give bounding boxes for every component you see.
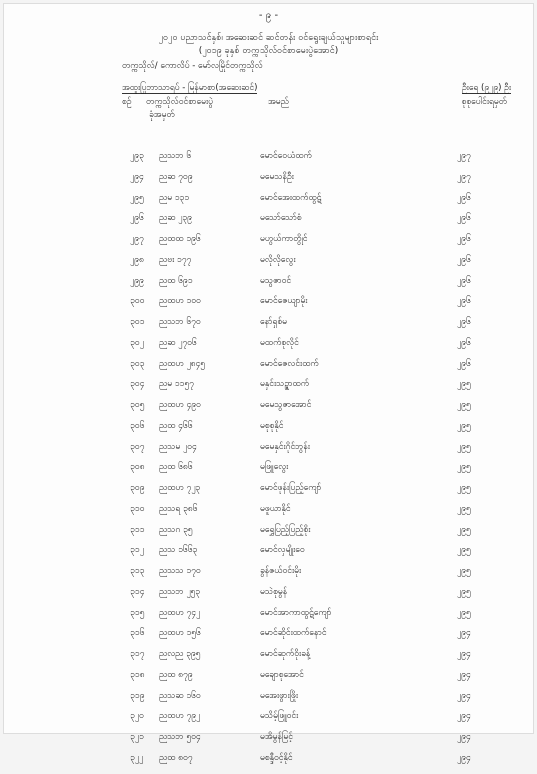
table-row	[4, 711, 533, 732]
table-row	[4, 691, 533, 712]
student-name: မချောစုအောင်	[260, 669, 304, 680]
student-name: မောင်လှမျိုးဝေ	[260, 545, 305, 556]
row-number: ၃၀၆	[130, 420, 145, 431]
total-score: ၂၉၆	[457, 296, 471, 307]
total-score: ၂၉၅	[457, 545, 471, 556]
table-row	[4, 483, 533, 504]
total-score: ၂၉၅	[457, 462, 471, 473]
header-score: စုစုပေါင်းရမှတ်	[461, 97, 507, 107]
student-name: မဖူယာနိုင်	[260, 503, 291, 514]
header-name: အမည်	[268, 97, 289, 107]
student-name: မသဲစုမွန်	[260, 586, 288, 597]
student-name: မသော်သော်စံ	[260, 213, 302, 224]
table-row	[4, 213, 533, 234]
table-row	[4, 442, 533, 463]
total-score: ၂၉၄	[457, 628, 471, 639]
row-number: ၃၁၈	[130, 669, 145, 680]
student-name: မမေနှင်းဂိုင်ဘွန်း	[260, 441, 310, 452]
table-row	[4, 545, 533, 566]
row-number: ၂၉၈	[130, 254, 144, 265]
row-number: ၃၁၆	[130, 628, 145, 639]
table-row	[4, 608, 533, 629]
student-name: ခွန်ဇယ်ဝင်းမိုး	[260, 566, 302, 576]
total-score: ၂၉၆	[457, 337, 471, 348]
student-name: မောင်ဆိုင်းထက်နောင်	[260, 628, 327, 639]
roll-number: ညထ ၈၇၉	[159, 669, 193, 680]
student-name: မသွဇာဝင်	[260, 275, 292, 286]
total-score: ၂၉၆	[457, 234, 471, 244]
student-name: မအိမွန်မြင့်	[260, 732, 293, 742]
count-text: ဦးရေ (၉၂၉) ဦး	[461, 83, 511, 93]
header-no: စဉ်	[122, 97, 132, 107]
row-number: ၃၁၁	[130, 524, 145, 535]
student-name: မမေသွဇာအောင်	[260, 400, 312, 410]
roll-number: ညထ ၄၆၆	[159, 420, 193, 431]
roll-number: ညထဟ ၇၄၂	[159, 607, 201, 618]
row-number: ၃၁၃	[130, 566, 145, 576]
roll-number: ညဆ ၇၀၉	[159, 171, 193, 182]
roll-number: ညသဂ ၃၅	[159, 524, 193, 535]
student-name: မရွှေပြည့်ပြည့်စိုး	[260, 524, 311, 535]
student-name: မမေသနိဦး	[260, 171, 294, 182]
student-name: မောင်ဖုန်းပြည့်ကျော်	[260, 483, 322, 493]
student-name: မောင်ဇေယျာမိုး	[260, 296, 308, 307]
roll-number: ညဆ ၂၃၉	[159, 213, 192, 224]
table-row	[4, 193, 533, 214]
total-score: ၂၉၅	[457, 607, 471, 618]
row-number: ၃၀၁	[130, 317, 145, 327]
row-number: ၂၉၇	[130, 234, 144, 244]
roll-number: ညသဆ ၁၆၀	[159, 690, 201, 701]
roll-number: ညမ ၁၁၅၇	[159, 379, 194, 390]
roll-number: ညထဟ ၁၅၆	[159, 628, 201, 639]
table-row	[4, 525, 533, 546]
roll-number: ညထထ ၁၉၆	[159, 234, 201, 244]
roll-number: ညထဟ ၂၈၄၅	[159, 358, 206, 369]
roll-number: ညသဘ ၅၀၄	[159, 732, 201, 742]
total-score: ၂၉၅	[457, 586, 471, 597]
roll-number: ညထဟ ၇၉၂	[159, 711, 201, 722]
row-number: ၃၁၄	[130, 586, 145, 597]
student-name: မလိုလိုလွေး	[260, 254, 296, 265]
table-row	[4, 628, 533, 649]
row-number: ၃၂၀	[130, 711, 144, 722]
roll-number: ညသ ၁၆၆၃	[159, 545, 198, 556]
table-row	[4, 732, 533, 753]
total-score: ၂၉၇	[457, 151, 471, 161]
specialization-text: အထူးပြုဘာသာရပ် - မြန်မာစာ(အဆေးဆင်)	[122, 83, 258, 93]
roll-number: ညထ ၈၀၇	[159, 752, 193, 763]
total-score: ၂၉၅	[457, 524, 471, 535]
table-row	[4, 670, 533, 691]
student-name: မထက်စုလိုင်	[260, 337, 299, 348]
student-name: မောင်အေးထက်ထွဋ်	[260, 192, 322, 203]
university-label: တက္ကသိုလ်/ ကောလိပ် - မော်လမြိုင်တက္ကသိုလ်	[122, 61, 263, 71]
total-score: ၂၉၅	[457, 420, 471, 431]
row-number: ၃၁၅	[130, 607, 145, 618]
row-number: ၃၀၀	[130, 296, 145, 307]
table-row	[4, 234, 533, 255]
student-name: မောင်ဇေလင်းထက်	[260, 358, 319, 369]
total-score: ၂၉၅	[457, 483, 471, 493]
row-number: ၃၀၅	[130, 400, 145, 410]
total-score: ၂၉၄	[457, 690, 471, 701]
table-row	[4, 151, 533, 172]
student-name: မစန္ဒီဝင့်နိုင်	[260, 752, 293, 763]
row-number: ၃၀၃	[130, 358, 145, 369]
total-score: ၂၉၅	[457, 503, 471, 514]
roll-number: ညထ ၆၉၁	[159, 275, 193, 286]
total-score: ၂၉၆	[457, 275, 471, 286]
student-name: မောင်ဆုက်ဝိုးခန့်	[260, 649, 311, 659]
roll-number: ညဗး ၁၇၇	[159, 254, 192, 265]
row-number: ၂၉၅	[130, 192, 144, 203]
roll-number: ညထဟ ၁၀၀	[159, 296, 201, 307]
document-page	[3, 3, 534, 763]
specialization-label	[122, 83, 257, 95]
row-number: ၃၁၀	[130, 503, 145, 514]
table-row	[4, 421, 533, 442]
table-row	[4, 462, 533, 483]
row-number: ၃၁၂	[130, 545, 144, 556]
roll-number: ညလည ၃၉၅	[159, 649, 201, 659]
total-score: ၂၉၅	[457, 379, 471, 390]
total-score: ၂၉၄	[457, 649, 471, 659]
roll-number: ညသမ ၂၀၄	[159, 441, 197, 452]
count-label	[462, 83, 511, 95]
roll-number: ညသဘ ၆	[159, 151, 192, 161]
student-name: မသိမ့်ဖြူဝင်း	[260, 711, 299, 722]
roll-number: ညသသ ၁၇၀	[159, 566, 201, 576]
table-row	[4, 255, 533, 276]
row-number: ၂၉၃	[130, 151, 144, 161]
total-score: ၂၉၆	[457, 213, 471, 224]
total-score: ၂၉၄	[457, 711, 471, 722]
row-number: ၂၉၄	[130, 171, 144, 182]
table-row	[4, 400, 533, 421]
table-row	[4, 504, 533, 525]
results-table	[4, 151, 533, 774]
roll-number: ညသဘ ၆၇၀	[159, 317, 201, 327]
table-row	[4, 379, 533, 400]
total-score: ၂၉၆	[457, 317, 471, 327]
document-title: ၂၀၂၀ ပညာသင်နှစ်၊ အဆေးဆင် ဆင်တန်း ဝင်ရွေးချယ်သူများစာရင်း	[158, 33, 379, 43]
total-score: ၂၉၆	[457, 254, 471, 265]
roll-number: ညသဘ ၂၅၃	[159, 586, 201, 597]
table-row	[4, 649, 533, 670]
header-roll: တက္ကသိုလ်ဝင်စာမေးပွဲ	[146, 97, 214, 107]
row-number: ၃၂၂	[130, 752, 144, 763]
student-name: မောင်ဝေယံထက်	[260, 151, 312, 161]
roll-number: ညမ ၁၃၁	[159, 192, 190, 203]
row-number: ၃၀၇	[130, 441, 145, 452]
document-subtitle: (၂၀၁၉ ခုနှစ် တက္ကသိုလ်ဝင်စာမေးပွဲအောင်)	[198, 46, 339, 56]
total-score: ၂၉၆	[457, 192, 471, 203]
roll-number: ညထ ၆၈၆	[159, 462, 193, 473]
total-score: ၂၉၄	[457, 669, 471, 680]
student-name: မစုစုနိုင်	[260, 420, 284, 431]
row-number: ၂၉၉	[130, 275, 144, 286]
student-name: မောင်အာကာထွဋ်ကျော်	[260, 607, 332, 618]
page-number: - ၉ -	[258, 10, 279, 21]
row-number: ၃၀၄	[130, 379, 145, 390]
total-score: ၂၉၄	[457, 752, 471, 763]
row-number: ၃၂၁	[130, 732, 144, 742]
student-name: မဖြူလွေး	[260, 462, 289, 473]
table-row	[4, 317, 533, 338]
table-row	[4, 753, 533, 774]
total-score: ၂၉၅	[457, 441, 471, 452]
roll-number: ညထဟ ၄၉၀	[159, 400, 201, 410]
table-row	[4, 566, 533, 587]
total-score: ၂၉၅	[457, 400, 471, 410]
row-number: ၃၁၉	[130, 690, 145, 701]
student-name: မဟွယ်ကာတွိုင်	[260, 234, 308, 244]
header-roll-2: ခုံအမှတ်	[149, 110, 175, 120]
row-number: ၂၉၆	[130, 213, 144, 224]
row-number: ၃၀၈	[130, 462, 145, 473]
table-row	[4, 359, 533, 380]
total-score: ၂၉၅	[457, 566, 471, 576]
row-number: ၃၀၉	[130, 483, 145, 493]
roll-number: ညဆ ၂၇၀၆	[159, 337, 197, 348]
row-number: ၃၀၂	[130, 337, 144, 348]
roll-number: ညသရ ၃၈၆	[159, 503, 198, 514]
table-row	[4, 587, 533, 608]
total-score: ၂၉၇	[457, 171, 471, 182]
row-number: ၃၁၇	[130, 649, 145, 659]
table-row	[4, 276, 533, 297]
table-row	[4, 296, 533, 317]
student-name: မအေးဖွားဖြိုး	[260, 690, 299, 701]
table-row	[4, 172, 533, 193]
table-row	[4, 338, 533, 359]
roll-number: ညထဟ ၇၂၃	[159, 483, 201, 493]
student-name: မနှင်းသဉ္ဇာထက်	[260, 379, 310, 390]
student-name: နော်ရှစ်မ	[260, 317, 288, 327]
total-score: ၂၉၆	[457, 358, 471, 369]
total-score: ၂၉၄	[457, 732, 471, 742]
